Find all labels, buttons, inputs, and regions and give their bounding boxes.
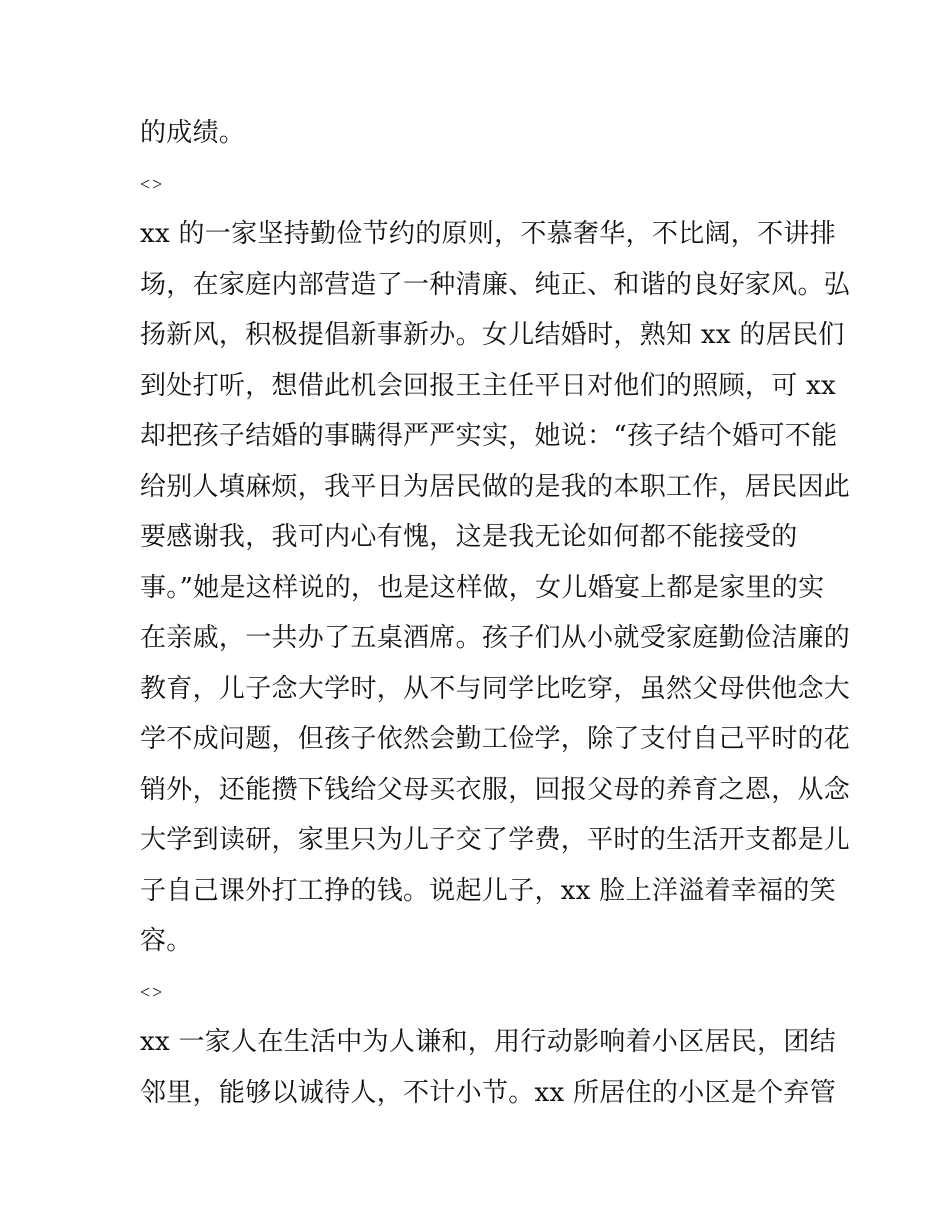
text-line: 大学到读研，家里只为儿子交了学费，平时的生活开支都是儿 xyxy=(140,825,851,855)
text-line: 扬新风，积极提倡新事新办。女儿结婚时，熟知 xx 的居民们 xyxy=(140,320,845,350)
text-line: 到处打听，想借此机会回报王主任平日对他们的照顾，可 xx xyxy=(140,370,836,401)
text-line: 子自己课外打工挣的钱。说起儿子，xx 脸上洋溢着幸福的笑 xyxy=(140,875,836,906)
text-line: 邻里，能够以诚待人，不计小节。xx 所居住的小区是个弃管 xyxy=(140,1077,836,1108)
text-line: 事。”她是这样说的，也是这样做，女儿婚宴上都是家里的实 xyxy=(140,572,825,603)
text-line: 却把孩子结婚的事瞒得严严实实，她说：“孩子结个婚可不能 xyxy=(140,421,838,451)
text-line: 给别人填麻烦，我平日为居民做的是我的本职工作，居民因此 xyxy=(140,471,851,502)
text-line: 教育，儿子念大学时，从不与同学比吃穿，虽然父母供他念大 xyxy=(140,673,851,704)
text-line: xx 一家人在生活中为人谦和，用行动影响着小区居民，团结 xyxy=(140,1027,836,1057)
text-line: 的成绩。 xyxy=(140,118,246,148)
text-line: xx 的一家坚持勤俭节约的原则，不慕奢华，不比阔，不讲排 xyxy=(140,219,836,249)
text-line: 学不成问题，但孩子依然会勤工俭学，除了支付自己平时的花 xyxy=(140,724,851,754)
text-line: 要感谢我，我可内心有愧，这是我无论如何都不能接受的 xyxy=(140,522,798,552)
section-marker: <> xyxy=(140,981,165,1002)
document-body xyxy=(140,108,851,1118)
section-marker: <> xyxy=(140,173,165,194)
text-line: 在亲戚，一共办了五桌酒席。孩子们从小就受家庭勤俭洁廉的 xyxy=(140,623,851,653)
text-line: 销外，还能攒下钱给父母买衣服，回报父母的养育之恩，从念 xyxy=(140,774,851,805)
text-line: 场，在家庭内部营造了一种清廉、纯正、和谐的良好家风。弘 xyxy=(140,269,851,300)
text-line: 容。 xyxy=(140,926,193,956)
